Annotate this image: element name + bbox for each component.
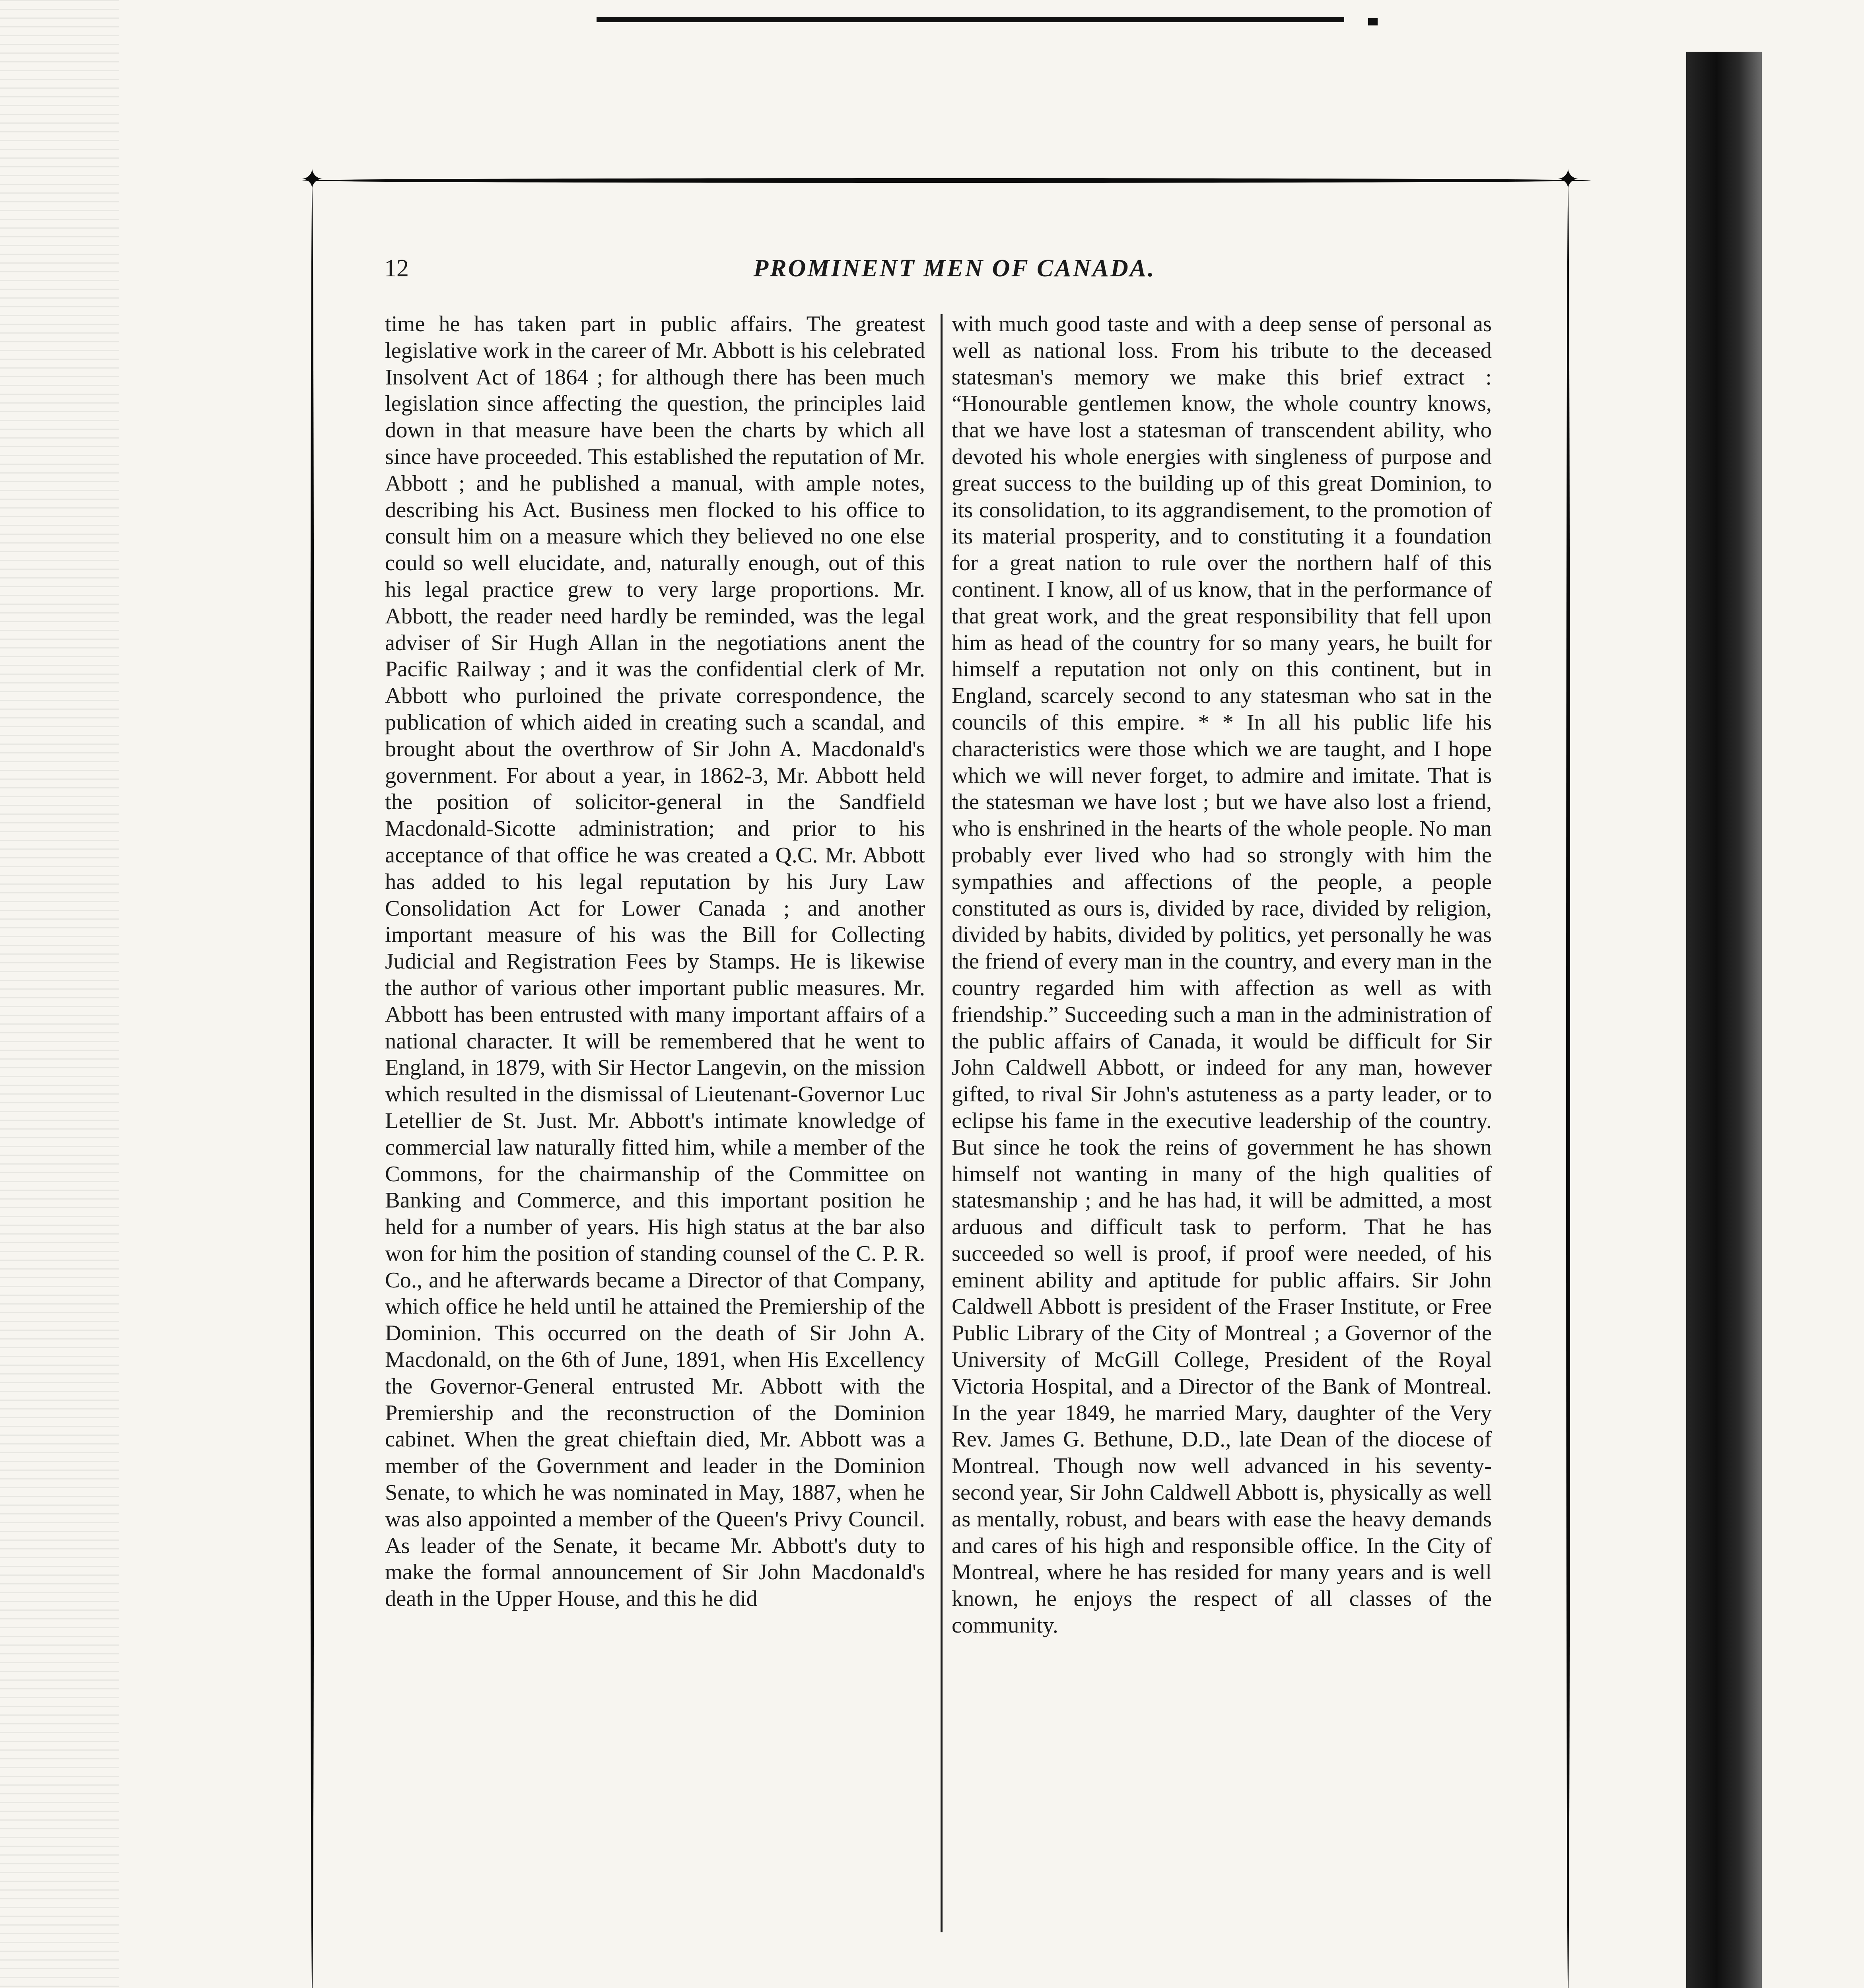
scan-right-edge <box>1686 52 1762 1988</box>
column-divider <box>941 314 943 1932</box>
page-number: 12 <box>384 255 409 282</box>
frame-top-rule <box>302 178 1591 183</box>
text-column-right <box>952 311 1492 1639</box>
corner-ornament-top-right: ✦ <box>1556 165 1580 195</box>
frame-right-rule <box>1566 187 1570 1988</box>
corner-ornament-top-left: ✦ <box>300 165 324 195</box>
frame-left-rule <box>310 187 314 1988</box>
top-scan-rule <box>597 17 1344 22</box>
column-right-text: with much good taste and with a deep sense of personal as well as national loss. From his tribute to the deceased statesman's memory we make this brief extract : “Honourable gentlemen know, the whole country knows, that we have lost a statesman of transcendent ability, who devoted his whole energies with singleness of purpose and great success to the building up of this great Dominion, to its consolidation, to its aggrandisement, to the promotion of its material prosperity, and to constituting it a foundation for a great nation to rule over the northern half of this continent. I know, all of us know, that in the performance of that great work, and the great responsibility that fell upon him as head of the country for so many years, he built for himself a reputation not only on this continent, but in England, scarcely second to any statesman who sat in the councils of this empire. * * In all his public life his characteristics were those which we are taught, and I hope which we will never forget, to admire and imitate. That is the statesman we have lost ; but we have also lost a friend, who is enshrined in the hearts of the whole people. No man probably ever lived who had so strongly with him the sympathies and affections of the people, a people constituted as ours is, divided by race, divided by religion, divided by habits, divided by politics, yet personally he was the friend of every man in the country, and every man in the country regarded him with affection as well as with friendship.” Succeeding such a man in the administration of the public affairs of Canada, it would be difficult for Sir John Caldwell Abbott, or indeed for any man, however gifted, to rival Sir John's astuteness as a party leader, or to eclipse his fame in the executive leadership of the country. But since he took the reins of government he has shown himself not wanting in many of the high qualities of statesmanship ; and he has had, it will be admitted, a most arduous and difficult task to perform. That he has succeeded so well is proof, if proof were needed, of his eminent ability and aptitude for public affairs. Sir John Caldwell Abbott is president of the Fraser Institute, or Free Public Library of the City of Montreal ; a Governor of the University of McGill College, President of the Royal Victoria Hospital, and a Director of the Bank of Montreal. In the year 1849, he married Mary, daughter of the Very Rev. James G. Bethune, D.D., late Dean of the diocese of Montreal. Though now well advanced in his seventy-second year, Sir John Caldwell Abbott is, physically as well as mentally, robust, and bears with ease the heavy demands and cares of his high and responsible office. In the City of Montreal, where he has resided for many years and is well known, he enjoys the respect of all classes of the community. <box>952 312 1492 1638</box>
text-column-left <box>385 311 925 1612</box>
top-scan-mark <box>1368 18 1378 25</box>
column-left-text: time he has taken part in public affairs. The greatest legislative work in the career of Mr. Abbott is his celebrated Insolvent Act of 1864 ; for although there has been much legislation since affecting the question, the principles laid down in that measure have been the charts by which all since have proceeded. This established the reputation of Mr. Abbott ; and he published a manual, with ample notes, describing his Act. Business men flocked to his office to consult him on a measure which they believed no one else could so well elucidate, and, naturally enough, out of this his legal practice grew to very large proportions. Mr. Abbott, the reader need hardly be reminded, was the legal adviser of Sir Hugh Allan in the negotiations anent the Pacific Railway ; and it was the confidential clerk of Mr. Abbott who purloined the private correspondence, the publication of which aided in creating such a scandal, and brought about the overthrow of Sir John A. Macdonald's government. For about a year, in 1862-3, Mr. Abbott held the position of solicitor-general in the Sandfield Macdonald-Sicotte administration; and prior to his acceptance of that office he was created a Q.C. Mr. Abbott has added to his legal reputation by his Jury Law Consolidation Act for Lower Canada ; and another important measure of his was the Bill for Collecting Judicial and Registration Fees by Stamps. He is likewise the author of various other important public measures. Mr. Abbott has been entrusted with many important affairs of a national character. It will be remembered that he went to England, in 1879, with Sir Hector Langevin, on the mission which resulted in the dismissal of Lieutenant-Governor Luc Letellier de St. Just. Mr. Abbott's intimate knowledge of commercial law naturally fitted him, while a member of the Commons, for the chairmanship of the Committee on Banking and Commerce, and this important position he held for a number of years. His high status at the bar also won for him the position of standing counsel of the C. P. R. Co., and he afterwards became a Director of that Company, which office he held until he attained the Premiership of the Dominion. This occurred on the death of Sir John A. Macdonald, on the 6th of June, 1891, when His Excellency the Governor-General entrusted Mr. Abbott with the Premiership and the reconstruction of the Dominion cabinet. When the great chieftain died, Mr. Abbott was a member of the Government and leader in the Dominion Senate, to which he was nominated in May, 1887, when he was also appointed a member of the Queen's Privy Council. As leader of the Senate, it became Mr. Abbott's duty to make the formal announcement of Sir John Macdonald's death in the Upper House, and this he did <box>385 312 925 1611</box>
scan-left-edge <box>0 0 119 1988</box>
running-head: PROMINENT MEN OF CANADA. <box>753 255 1156 282</box>
